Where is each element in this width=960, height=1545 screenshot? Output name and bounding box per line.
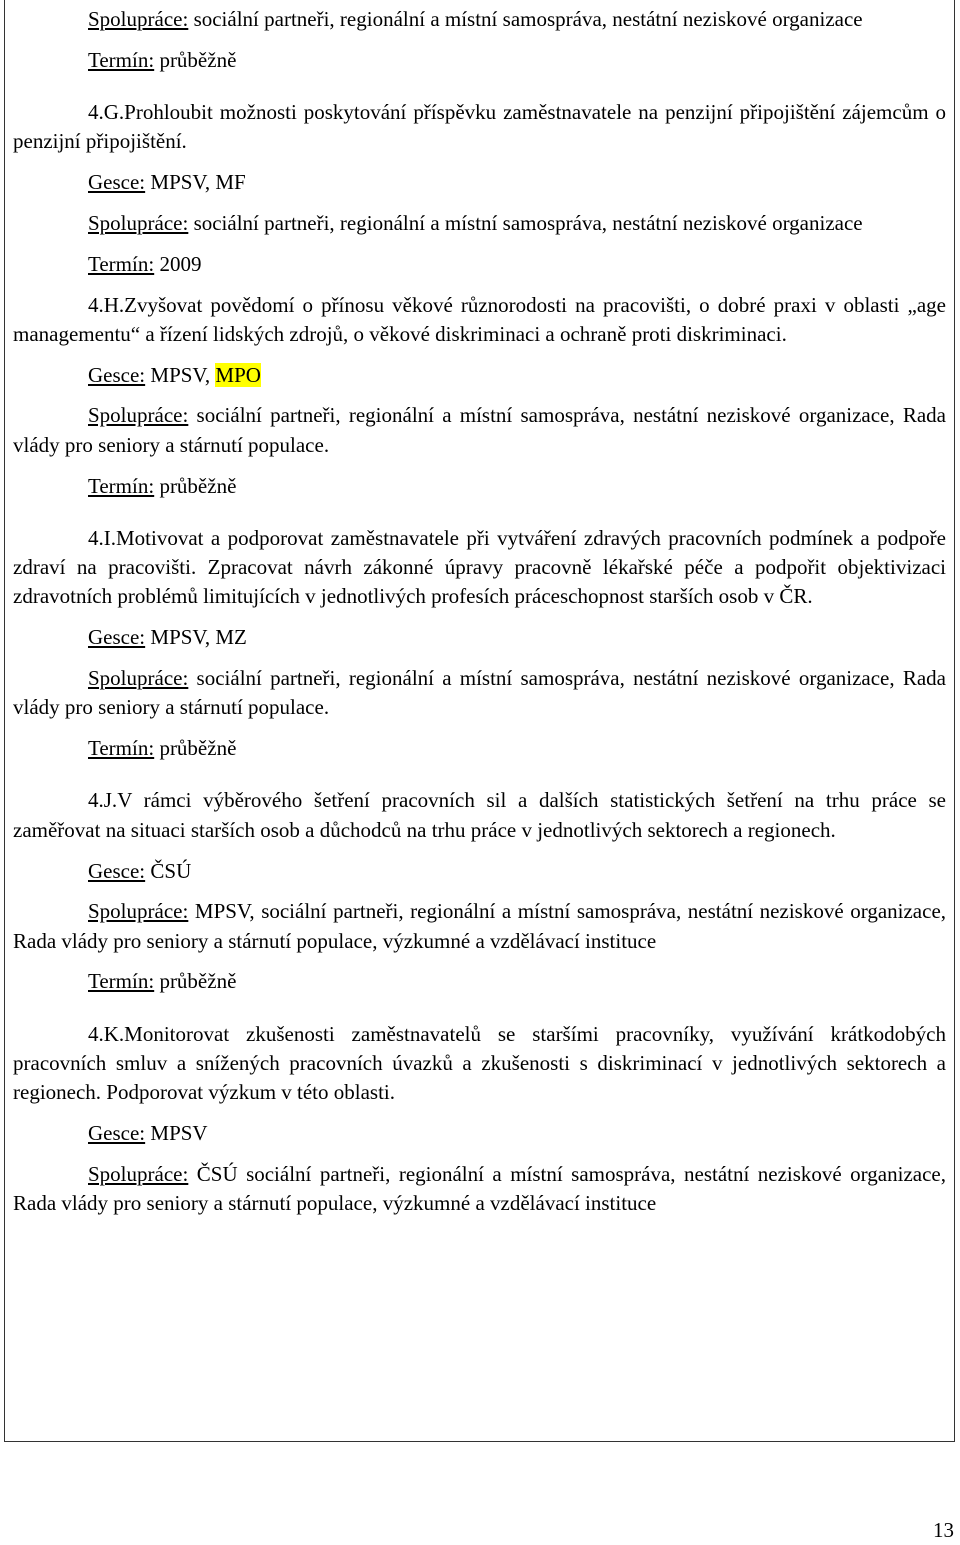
spoluprace-text: MPSV, sociální partneři, regionální a místní samospráva, nestátní neziskové organizace, Rada vlády pro seniory a stárnutí populace, výzkumné a vzdělávací instituce: [13, 899, 947, 953]
spoluprace-line: [13, 401, 946, 460]
gesce-label: Gesce:: [88, 1121, 146, 1146]
termin-line: [13, 46, 946, 75]
page-number: 13: [933, 1518, 954, 1542]
item-id: 4.H.: [88, 292, 125, 317]
spoluprace-label: Spolupráce:: [88, 403, 189, 428]
gesce-line: [13, 623, 946, 652]
spoluprace-text: sociální partneři, regionální a místní samospráva, nestátní neziskové organizace: [193, 210, 863, 235]
termin-text: průběžně: [159, 736, 237, 761]
item-description: Prohloubit možnosti poskytování příspěvku zaměstnavatele na penzijní připojištění zájemcům o penzijní připojištění.: [13, 100, 946, 154]
termin-line: [13, 734, 946, 763]
termin-text: průběžně: [159, 969, 237, 994]
gesce-text: MPSV: [150, 1121, 208, 1146]
termin-label: Termín:: [88, 736, 155, 761]
termin-text: průběžně: [159, 473, 237, 498]
gesce-line: [13, 361, 946, 390]
gesce-text: MPSV,: [150, 362, 216, 387]
gesce-label: Gesce:: [88, 362, 146, 387]
termin-label: Termín:: [88, 47, 155, 72]
highlighted-text: MPO: [215, 362, 261, 387]
spoluprace-line: [13, 5, 946, 34]
spoluprace-label: Spolupráce:: [88, 7, 189, 31]
gesce-text: MPSV, MF: [150, 170, 246, 195]
spoluprace-line: [13, 1160, 946, 1219]
gesce-line: [13, 168, 946, 197]
spoluprace-line: [13, 209, 946, 238]
termin-label: Termín:: [88, 473, 155, 498]
spoluprace-label: Spolupráce:: [88, 899, 189, 924]
termin-line: [13, 250, 946, 279]
item-4g-text: [13, 98, 946, 157]
gesce-line: [13, 1119, 946, 1148]
item-4i-text: [13, 524, 946, 612]
spoluprace-label: Spolupráce:: [88, 1161, 189, 1186]
spoluprace-line: [13, 897, 946, 956]
item-4k-text: [13, 1020, 946, 1108]
item-description: Motivovat a podporovat zaměstnavatele při vytváření zdravých pracovních podmínek a podpoře zdraví na pracovišti. Zpracovat návrh zákonné úpravy pracovně lékařské péče a podpořit objektivizaci zdravotních problémů limitujících v jednotlivých profesích práceschopnost starších osob v ČR.: [13, 525, 946, 609]
gesce-text: MPSV, MZ: [150, 625, 247, 650]
termin-text: průběžně: [159, 47, 237, 72]
spoluprace-text: sociální partneři, regionální a místní samospráva, nestátní neziskové organizace, Rada vlády pro seniory a stárnutí populace.: [13, 403, 946, 457]
item-id: 4.J.: [88, 788, 118, 813]
spoluprace-text: ČSÚ sociální partneři, regionální a místní samospráva, nestátní neziskové organizace, Rada vlády pro seniory a stárnutí populace, výzkumné a vzdělávací instituce: [13, 1161, 946, 1216]
spoluprace-line: [13, 664, 946, 723]
item-4j-text: [13, 786, 946, 845]
termin-label: Termín:: [88, 969, 155, 994]
spoluprace-text: sociální partneři, regionální a místní samospráva, nestátní neziskové organizace, Rada vlády pro seniory a stárnutí populace.: [13, 666, 946, 720]
item-4h-text: [13, 291, 946, 350]
item-id: 4.K.: [88, 1021, 125, 1046]
gesce-label: Gesce:: [88, 170, 146, 195]
item-id: 4.I.: [88, 525, 116, 550]
gesce-text: ČSÚ: [150, 858, 192, 883]
termin-line: [13, 967, 946, 996]
gesce-line: [13, 857, 946, 886]
termin-line: [13, 472, 946, 501]
item-id: 4.G.: [88, 100, 125, 125]
item-description: Monitorovat zkušenosti zaměstnavatelů se staršími pracovníky, využívání krátkodobých pracovních smluv a snížených pracovních úvazků a zkušenosti s diskriminací v jednotlivých sektorech a regionech. Podporovat výzkum v této oblasti.: [13, 1021, 946, 1105]
spoluprace-label: Spolupráce:: [88, 210, 189, 235]
spoluprace-text: sociální partneři, regionální a místní samospráva, nestátní neziskové organizace: [193, 7, 863, 31]
gesce-label: Gesce:: [88, 625, 146, 650]
termin-text: 2009: [159, 251, 202, 276]
termin-label: Termín:: [88, 251, 155, 276]
item-description: V rámci výběrového šetření pracovních sil a dalších statistických šetření na trhu práce se zaměřovat na situaci starších osob a důchodců na trhu práce v jednotlivých sektorech a regionech.: [13, 788, 946, 842]
item-description: Zvyšovat povědomí o přínosu věkové různorodosti na pracovišti, o dobré praxi v oblasti „age managementu“ a řízení lidských zdrojů, o věkové diskriminaci a ochraně proti diskriminaci.: [13, 292, 946, 346]
document-body: [13, 5, 946, 1219]
gesce-label: Gesce:: [88, 858, 146, 883]
spoluprace-label: Spolupráce:: [88, 666, 189, 691]
